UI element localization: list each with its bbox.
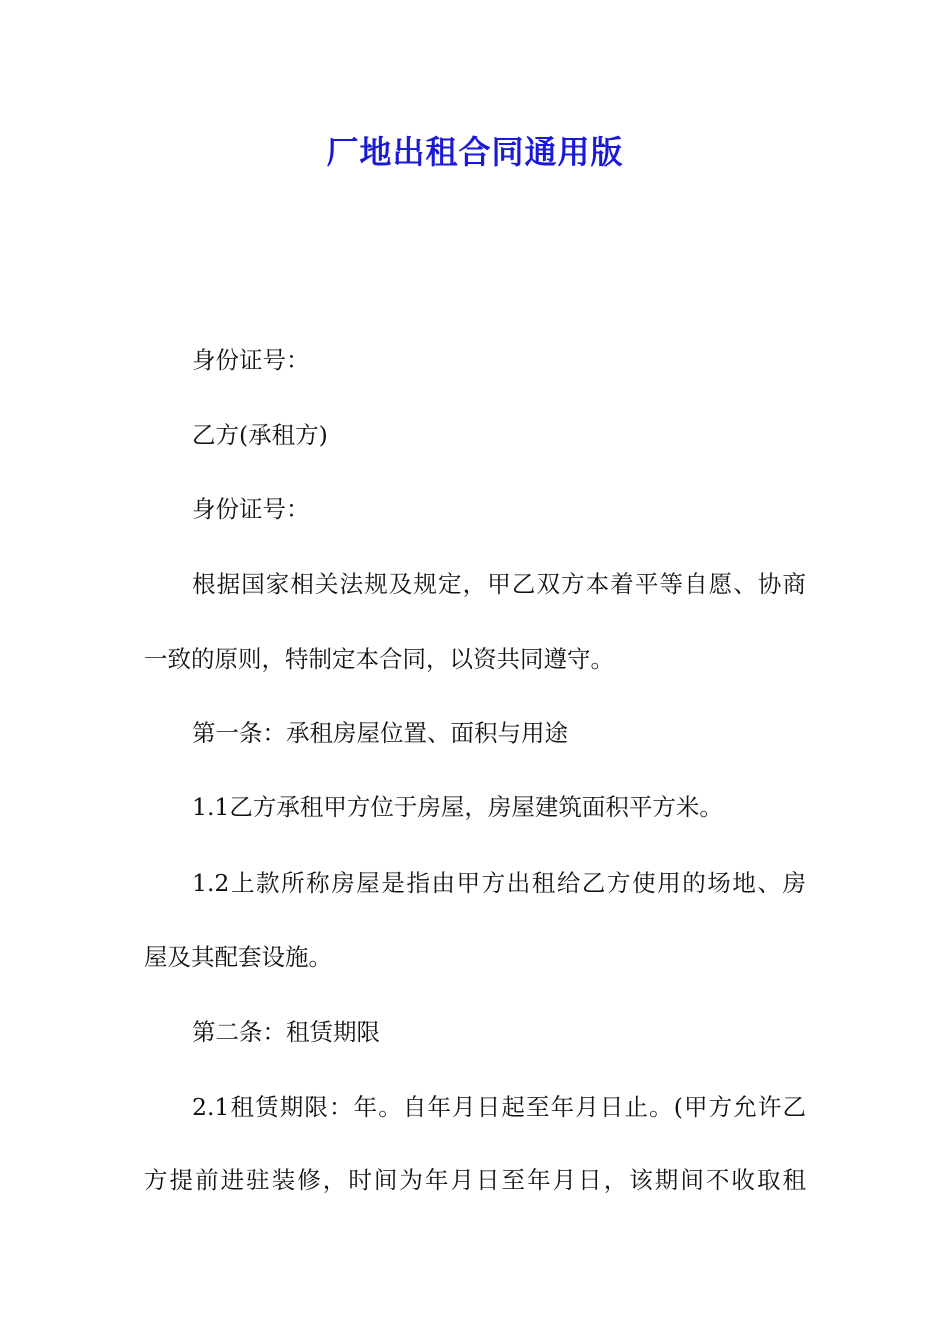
paragraph-line: 1.1乙方承租甲方位于房屋，房屋建筑面积平方米。 <box>192 793 723 821</box>
paragraph-line: 方提前进驻装修，时间为年月日至年月日，该期间不收取租 <box>144 1166 806 1194</box>
paragraph-line: 根据国家相关法规及规定，甲乙双方本着平等自愿、协商 <box>192 570 806 598</box>
paragraph-line: 屋及其配套设施。 <box>144 943 332 971</box>
document-title: 厂地出租合同通用版 <box>326 133 624 171</box>
paragraph-line: 乙方(承租方) <box>192 421 328 449</box>
paragraph-line: 身份证号： <box>192 495 310 523</box>
paragraph-line: 1.2上款所称房屋是指由甲方出租给乙方使用的场地、房 <box>192 869 806 897</box>
paragraph-line: 第一条：承租房屋位置、面积与用途 <box>192 719 568 747</box>
paragraph-line: 一致的原则，特制定本合同，以资共同遵守。 <box>144 645 614 673</box>
paragraph-line: 2.1租赁期限：年。自年月日起至年月日止。(甲方允许乙 <box>192 1093 806 1121</box>
paragraph-line: 身份证号： <box>192 346 310 374</box>
paragraph-line: 第二条：租赁期限 <box>192 1018 380 1046</box>
